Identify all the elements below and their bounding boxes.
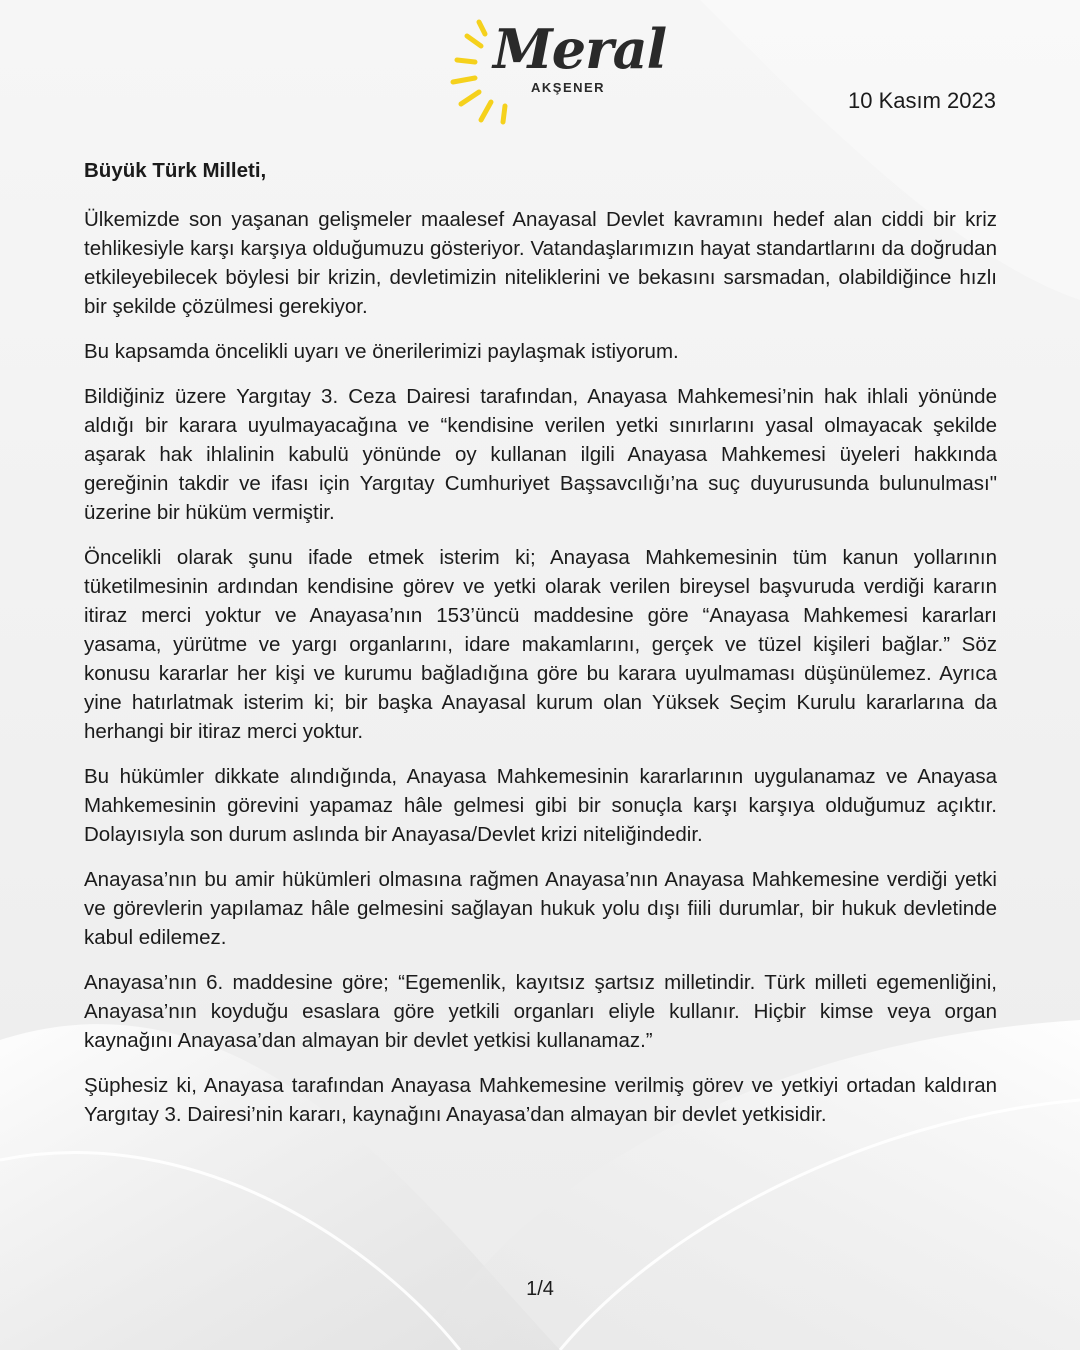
paragraph: Ülkemizde son yaşanan gelişmeler maalesef Anayasal Devlet kavramını hedef alan ciddi bir kriz tehlikesiyle karşı karşıya olduğumuzu gösteriyor. Vatandaşlarımızın hayat standartlarını da doğrudan etkileyebilecek böylesi bir krizin, devletimizin niteliklerini ve bekasını sarsmadan, olabildiğince hızlı bir şekilde çözülmesi gerekiyor. bbox=[84, 208, 997, 318]
page-number: 1/4 bbox=[526, 1278, 554, 1300]
signature-logo bbox=[445, 17, 667, 128]
paragraph: Bu kapsamda öncelikli uyarı ve önerilerimizi paylaşmak istiyorum. bbox=[84, 340, 679, 363]
letter-body bbox=[84, 156, 997, 1145]
paragraph: Anayasa’nın bu amir hükümleri olmasına rağmen Anayasa’nın Anayasa Mahkemesine verdiği yetki ve görevlerin yapılamaz hâle gelmesini sağlayan hukuk yolu dışı fiili durumlar, bir hukuk devletinde kabul edilemez. bbox=[84, 868, 997, 949]
logo-script-text: Meral bbox=[493, 17, 667, 81]
paragraph: Öncelikli olarak şunu ifade etmek isterim ki; Anayasa Mahkemesinin tüm kanun yollarının tüketilmesinin ardından kendisine görev ve yetki olarak verilen bireysel başvuruda verdiği kararın itiraz merci yoktur ve Anayasa’nın 153’üncü maddesine göre “Anayasa Mahkemesi kararları yasama, yürütme ve yargı organlarını, idare makamlarını, gerçek ve tüzel kişileri bağlar.” Söz konusu kararlar her kişi ve kurumu bağladığına göre bu karara uyulmaması düşünülemez. Ayrıca yine hatırlatmak isterim ki; bir başka Anayasal kurum olan Yüksek Seçim Kurulu kararlarına da herhangi bir itiraz merci yoktur. bbox=[84, 546, 997, 743]
paragraph: Anayasa’nın 6. maddesine göre; “Egemenlik, kayıtsız şartsız milletindir. Türk milleti egemenliğini, Anayasa’nın koyduğu esaslara göre yetkili organları eliyle kullanır. Hiçbir kimse veya organ kaynağını Anayasa’dan almayan bir devlet yetkisi kullanamaz.” bbox=[84, 971, 997, 1052]
letter-date: 10 Kasım 2023 bbox=[848, 88, 996, 113]
paragraph: Bildiğiniz üzere Yargıtay 3. Ceza Dairesi tarafından, Anayasa Mahkemesi’nin hak ihlali yönünde aldığı bir karara uyulmayacağına ve “kendisine verilen yetki sınırlarını yasal olmayacak şekilde aşarak hak ihlalinin kabulü yönünde oy kullanan ilgili Anayasa Mahkemesi üyeleri hakkında gereğinin takdir ve ifası için Yargıtay Cumhuriyet Başsavcılığı’na suç duyurusunda bulunulması" üzerine bir hüküm vermiştir. bbox=[84, 385, 997, 524]
logo-subtitle: AKŞENER bbox=[531, 80, 606, 95]
salutation: Büyük Türk Milleti, bbox=[84, 159, 267, 182]
paragraph: Bu hükümler dikkate alındığında, Anayasa Mahkemesinin kararlarının uygulanamaz ve Anayasa Mahkemesinin görevini yapamaz hâle gelmesi gibi bir sonuçla karşı karşıya olduğumuz açıktır. Dolayısıyla son durum aslında bir Anayasa/Devlet krizi niteliğindedir. bbox=[84, 765, 997, 846]
paragraph: Şüphesiz ki, Anayasa tarafından Anayasa Mahkemesine verilmiş görev ve yetkiyi ortadan kaldıran Yargıtay 3. Dairesi’nin kararı, kaynağını Anayasa’dan almayan bir devlet yetkisidir. bbox=[84, 1074, 997, 1126]
